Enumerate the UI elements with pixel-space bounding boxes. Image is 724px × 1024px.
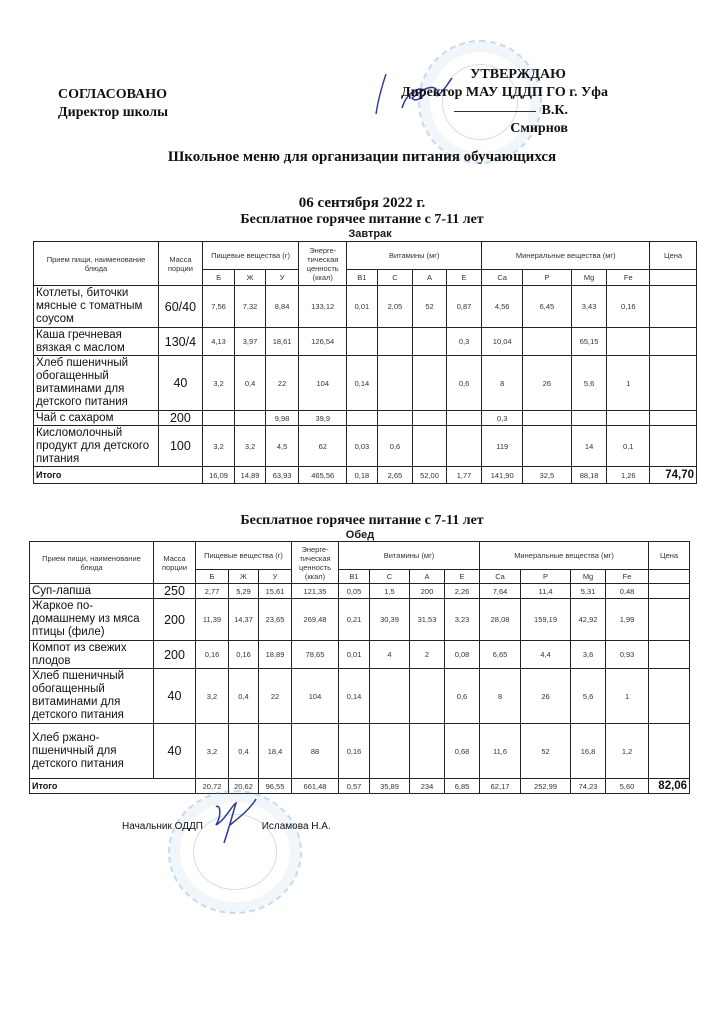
- footer-name: Исламова Н.А.: [261, 821, 331, 832]
- cell-price: [650, 411, 697, 426]
- dish-name: Компот из свежих плодов: [30, 641, 154, 669]
- cell-e: 0,6: [445, 669, 480, 724]
- cell-zh: 0,4: [229, 724, 259, 779]
- cell-mg: 65,15: [571, 328, 607, 356]
- cell-kcal: 133,12: [299, 286, 347, 328]
- cell-a: [410, 724, 445, 779]
- portion-mass: 250: [154, 584, 196, 599]
- table-row: [30, 584, 690, 599]
- cell-b1: 0,01: [339, 641, 370, 669]
- cell-fe: 1: [606, 669, 649, 724]
- cell-price: [650, 286, 697, 328]
- dish-name: Чай с сахаром: [34, 411, 159, 426]
- total-b: 20,72: [196, 779, 229, 794]
- col-mass: Масса порции: [159, 242, 203, 286]
- cell-u: 23,65: [259, 599, 292, 641]
- cell-ca: 4,56: [482, 286, 523, 328]
- cell-c: 30,39: [370, 599, 410, 641]
- col-a: A: [413, 270, 447, 286]
- cell-a: 52: [413, 286, 447, 328]
- cell-zh: 7,32: [235, 286, 266, 328]
- cell-price: [649, 641, 690, 669]
- total-mg: 74,23: [571, 779, 606, 794]
- cell-u: 4,5: [265, 426, 299, 467]
- cell-b: 0,16: [196, 641, 229, 669]
- lunch-table: [29, 541, 690, 794]
- col-c: C: [377, 270, 413, 286]
- cell-e: 0,6: [446, 356, 482, 411]
- table-row: [30, 599, 690, 641]
- cell-kcal: 269,48: [292, 599, 339, 641]
- cell-zh: 0,16: [229, 641, 259, 669]
- cell-c: [370, 724, 410, 779]
- total-p: 32,5: [523, 467, 572, 484]
- total-mg: 88,18: [571, 467, 607, 484]
- col-a: A: [410, 570, 445, 584]
- portion-mass: 60/40: [159, 286, 203, 328]
- approve-position: Директор МАУ ЦДДП ГО г. Уфа: [401, 85, 608, 100]
- cell-zh: [235, 411, 266, 426]
- cell-c: [377, 356, 413, 411]
- table-row: [34, 411, 697, 426]
- cell-c: 2,05: [377, 286, 413, 328]
- col-nutrients: Пищевые вещества (г): [202, 242, 299, 270]
- cell-mg: [571, 411, 607, 426]
- cell-ca: 6,65: [480, 641, 521, 669]
- cell-ca: 7,64: [480, 584, 521, 599]
- cell-a: [410, 669, 445, 724]
- total-b1: 0,18: [347, 467, 378, 484]
- total-price: 74,70: [650, 467, 697, 484]
- table-row: [34, 426, 697, 467]
- cell-kcal: 88: [292, 724, 339, 779]
- cell-c: [377, 328, 413, 356]
- col-vitamins: Витамины (мг): [347, 242, 482, 270]
- cell-b: 4,13: [202, 328, 235, 356]
- total-row: [34, 467, 697, 484]
- col-b1: B1: [347, 270, 378, 286]
- cell-fe: [607, 411, 650, 426]
- breakfast-table: [33, 241, 697, 484]
- cell-price: [650, 426, 697, 467]
- cell-b: 3,2: [202, 426, 235, 467]
- cell-price: [649, 584, 690, 599]
- cell-price: [649, 724, 690, 779]
- portion-mass: 40: [154, 669, 196, 724]
- total-row: [30, 779, 690, 794]
- cell-e: 0,08: [445, 641, 480, 669]
- portion-mass: 200: [159, 411, 203, 426]
- approved-position: Директор школы: [58, 105, 169, 120]
- approver-name: В.К. Смирнов: [510, 103, 568, 136]
- table-row: [34, 356, 697, 411]
- approve-block: [398, 66, 608, 138]
- cell-b: 3,2: [196, 724, 229, 779]
- cell-zh: 0,4: [229, 669, 259, 724]
- col-energy: Энерге-тическая ценность (ккал): [292, 542, 339, 584]
- dish-name: Хлеб ржано-пшеничный для детского питания: [30, 724, 154, 779]
- total-kcal: 661,48: [292, 779, 339, 794]
- portion-mass: 40: [159, 356, 203, 411]
- col-e: E: [446, 270, 482, 286]
- col-dish: Прием пищи, наименование блюда: [30, 542, 154, 584]
- col-b: Б: [202, 270, 235, 286]
- cell-price: [649, 599, 690, 641]
- table-row: [34, 328, 697, 356]
- lunch-subtitle: Бесплатное горячее питание с 7-11 лет: [240, 513, 484, 528]
- col-fe: Fe: [607, 270, 650, 286]
- cell-u: 9,98: [265, 411, 299, 426]
- cell-kcal: 104: [292, 669, 339, 724]
- cell-p: 52: [521, 724, 571, 779]
- portion-mass: 100: [159, 426, 203, 467]
- total-u: 63,93: [265, 467, 299, 484]
- total-a: 52,00: [413, 467, 447, 484]
- total-label: Итого: [30, 779, 196, 794]
- cell-b1: 0,03: [347, 426, 378, 467]
- cell-fe: 0,48: [606, 584, 649, 599]
- cell-mg: 16,8: [571, 724, 606, 779]
- portion-mass: 130/4: [159, 328, 203, 356]
- cell-fe: 0,16: [607, 286, 650, 328]
- approved-block: [58, 86, 168, 122]
- col-e: E: [445, 570, 480, 584]
- breakfast-meal-label: Завтрак: [348, 228, 392, 240]
- cell-b1: 0,21: [339, 599, 370, 641]
- cell-mg: 3,6: [571, 641, 606, 669]
- lunch-meal-label: Обед: [345, 529, 375, 541]
- total-e: 6,85: [445, 779, 480, 794]
- cell-e: [446, 426, 482, 467]
- dish-name: Жаркое по-домашнему из мяса птицы (филе): [30, 599, 154, 641]
- col-mg: Mg: [571, 570, 606, 584]
- cell-p: [523, 328, 572, 356]
- cell-fe: 1,2: [606, 724, 649, 779]
- total-ca: 62,17: [480, 779, 521, 794]
- cell-zh: 14,37: [229, 599, 259, 641]
- table-row: [30, 724, 690, 779]
- cell-e: 2,26: [445, 584, 480, 599]
- cell-p: 159,19: [521, 599, 571, 641]
- col-c: C: [370, 570, 410, 584]
- total-ca: 141,90: [482, 467, 523, 484]
- total-c: 35,89: [370, 779, 410, 794]
- total-kcal: 465,56: [299, 467, 347, 484]
- footer-position: Начальник ОДДП: [122, 821, 203, 832]
- cell-c: 0,6: [377, 426, 413, 467]
- cell-kcal: 62: [299, 426, 347, 467]
- cell-ca: 28,08: [480, 599, 521, 641]
- col-dish: Прием пищи, наименование блюда: [34, 242, 159, 286]
- cell-u: 18,4: [259, 724, 292, 779]
- cell-zh: 0,4: [235, 356, 266, 411]
- cell-ca: 119: [482, 426, 523, 467]
- table-row: [34, 286, 697, 328]
- cell-kcal: 104: [299, 356, 347, 411]
- col-energy: Энерге-тическая ценность (ккал): [299, 242, 347, 286]
- cell-p: [523, 426, 572, 467]
- col-ca: Ca: [480, 570, 521, 584]
- col-zh: Ж: [229, 570, 259, 584]
- cell-b1: 0,05: [339, 584, 370, 599]
- signature-line: [454, 111, 536, 112]
- cell-b1: 0,01: [347, 286, 378, 328]
- cell-a: 2: [410, 641, 445, 669]
- cell-b: 11,39: [196, 599, 229, 641]
- cell-mg: 5,31: [571, 584, 606, 599]
- dish-name: Суп-лапша: [30, 584, 154, 599]
- cell-ca: 0,3: [482, 411, 523, 426]
- breakfast-subtitle: Бесплатное горячее питание с 7-11 лет: [240, 212, 484, 227]
- approve-label: УТВЕРЖДАЮ: [470, 67, 566, 82]
- cell-kcal: 78,65: [292, 641, 339, 669]
- cell-zh: 3,97: [235, 328, 266, 356]
- cell-kcal: 121,35: [292, 584, 339, 599]
- cell-p: 4,4: [521, 641, 571, 669]
- col-p: P: [523, 270, 572, 286]
- col-u: У: [259, 570, 292, 584]
- cell-a: [413, 356, 447, 411]
- total-a: 234: [410, 779, 445, 794]
- cell-a: [413, 411, 447, 426]
- footer-signature-line: [122, 821, 331, 832]
- cell-mg: 5,6: [571, 669, 606, 724]
- cell-b1: [347, 328, 378, 356]
- total-b1: 0,57: [339, 779, 370, 794]
- cell-e: 0,3: [446, 328, 482, 356]
- approved-label: СОГЛАСОВАНО: [58, 87, 167, 102]
- total-p: 252,99: [521, 779, 571, 794]
- cell-b1: 0,14: [339, 669, 370, 724]
- total-e: 1,77: [446, 467, 482, 484]
- col-nutrients: Пищевые вещества (г): [196, 542, 292, 570]
- cell-ca: 11,6: [480, 724, 521, 779]
- cell-p: [523, 411, 572, 426]
- cell-c: 4: [370, 641, 410, 669]
- col-minerals: Минеральные вещества (мг): [482, 242, 650, 270]
- col-price: Цена: [650, 242, 697, 270]
- cell-p: 6,45: [523, 286, 572, 328]
- cell-fe: 0,93: [606, 641, 649, 669]
- total-fe: 5,60: [606, 779, 649, 794]
- col-p: P: [521, 570, 571, 584]
- cell-c: [370, 669, 410, 724]
- dish-name: Каша гречневая вязкая с маслом: [34, 328, 159, 356]
- cell-b: 7,56: [202, 286, 235, 328]
- cell-b1: 0,14: [347, 356, 378, 411]
- cell-a: [413, 426, 447, 467]
- total-fe: 1,26: [607, 467, 650, 484]
- cell-ca: 8: [480, 669, 521, 724]
- cell-kcal: 39,9: [299, 411, 347, 426]
- cell-price: [649, 669, 690, 724]
- cell-b1: [347, 411, 378, 426]
- cell-mg: 3,43: [571, 286, 607, 328]
- col-price: Цена: [649, 542, 690, 570]
- cell-a: 31,53: [410, 599, 445, 641]
- total-c: 2,65: [377, 467, 413, 484]
- cell-fe: 1,99: [606, 599, 649, 641]
- col-u: У: [265, 270, 299, 286]
- table-row: [30, 669, 690, 724]
- cell-zh: 5,29: [229, 584, 259, 599]
- dish-name: Котлеты, биточки мясные с томатным соусом: [34, 286, 159, 328]
- col-price-sub: [649, 570, 690, 584]
- cell-ca: 8: [482, 356, 523, 411]
- total-zh: 20,62: [229, 779, 259, 794]
- total-zh: 14,89: [235, 467, 266, 484]
- cell-b: 3,2: [196, 669, 229, 724]
- total-label: Итого: [34, 467, 203, 484]
- portion-mass: 40: [154, 724, 196, 779]
- cell-fe: [607, 328, 650, 356]
- cell-b1: 0,16: [339, 724, 370, 779]
- cell-mg: 5,6: [571, 356, 607, 411]
- cell-u: 8,84: [265, 286, 299, 328]
- cell-e: 0,68: [445, 724, 480, 779]
- dish-name: Кисломолочный продукт для детского питания: [34, 426, 159, 467]
- cell-e: [446, 411, 482, 426]
- cell-mg: 14: [571, 426, 607, 467]
- cell-e: 0,87: [446, 286, 482, 328]
- cell-zh: 3,2: [235, 426, 266, 467]
- cell-c: [377, 411, 413, 426]
- col-zh: Ж: [235, 270, 266, 286]
- cell-fe: 1: [607, 356, 650, 411]
- cell-b: 3,2: [202, 356, 235, 411]
- total-u: 96,55: [259, 779, 292, 794]
- cell-u: 18,89: [259, 641, 292, 669]
- dish-name: Хлеб пшеничный обогащенный витаминами для детского питания: [34, 356, 159, 411]
- cell-u: 22: [259, 669, 292, 724]
- cell-a: [413, 328, 447, 356]
- cell-kcal: 126,54: [299, 328, 347, 356]
- col-minerals: Минеральные вещества (мг): [480, 542, 649, 570]
- cell-p: 26: [523, 356, 572, 411]
- dish-name: Хлеб пшеничный обогащенный витаминами для детского питания: [30, 669, 154, 724]
- portion-mass: 200: [154, 641, 196, 669]
- cell-u: 15,61: [259, 584, 292, 599]
- col-mass: Масса порции: [154, 542, 196, 584]
- cell-u: 22: [265, 356, 299, 411]
- cell-e: 3,23: [445, 599, 480, 641]
- col-ca: Ca: [482, 270, 523, 286]
- col-mg: Mg: [571, 270, 607, 286]
- cell-fe: 0,1: [607, 426, 650, 467]
- cell-p: 11,4: [521, 584, 571, 599]
- cell-u: 18,61: [265, 328, 299, 356]
- cell-price: [650, 328, 697, 356]
- menu-date: 06 сентября 2022 г.: [298, 195, 426, 211]
- cell-a: 200: [410, 584, 445, 599]
- col-fe: Fe: [606, 570, 649, 584]
- cell-c: 1,5: [370, 584, 410, 599]
- col-b1: B1: [339, 570, 370, 584]
- cell-mg: 42,92: [571, 599, 606, 641]
- cell-b: [202, 411, 235, 426]
- table-row: [30, 641, 690, 669]
- cell-p: 26: [521, 669, 571, 724]
- portion-mass: 200: [154, 599, 196, 641]
- cell-ca: 10,04: [482, 328, 523, 356]
- col-price-sub: [650, 270, 697, 286]
- document-title: Школьное меню для организации питания обучающихся: [167, 149, 557, 165]
- total-price: 82,06: [649, 779, 690, 794]
- col-b: Б: [196, 570, 229, 584]
- cell-price: [650, 356, 697, 411]
- cell-b: 2,77: [196, 584, 229, 599]
- total-b: 16,09: [202, 467, 235, 484]
- col-vitamins: Витамины (мг): [339, 542, 480, 570]
